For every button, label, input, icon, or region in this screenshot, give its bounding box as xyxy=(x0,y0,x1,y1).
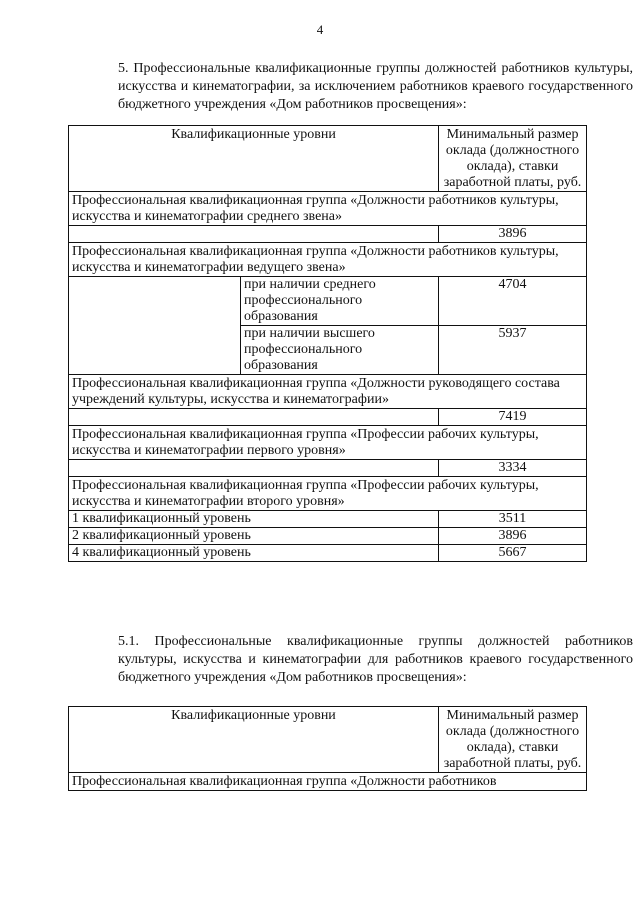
salary-value: 3896 xyxy=(439,528,587,545)
salary-value: 3896 xyxy=(439,226,587,243)
salary-value: 7419 xyxy=(439,409,587,426)
salary-table-2 xyxy=(68,706,587,791)
group-title-row xyxy=(69,773,587,791)
empty-cell xyxy=(69,409,439,426)
group-title-row xyxy=(69,243,587,277)
header-min-salary: Минимальный размер оклада (должностного оклада), ставки заработной платы, руб. xyxy=(439,126,587,192)
header-qualification-levels: Квалификационные уровни xyxy=(69,126,439,192)
page-number: 4 xyxy=(316,22,324,37)
group-title-row xyxy=(69,192,587,226)
group-title: Профессиональная квалификационная группа «Должности работников культуры, искусства и кинематографии ведущего звена» xyxy=(69,243,587,277)
section-5-1-heading: 5.1. Профессиональные квалификационные группы должностей работников культуры, искусства и кинематографии для работников краевого государственного бюджетного учреждения «Дом работников просвещения»: xyxy=(118,634,633,685)
empty-cell xyxy=(69,460,439,477)
level-row xyxy=(69,511,587,528)
group-title: Профессиональная квалификационная группа «Профессии рабочих культуры, искусства и кинематографии второго уровня» xyxy=(69,477,587,511)
condition-row xyxy=(69,277,587,326)
group-title: Профессиональная квалификационная группа «Должности работников культуры, искусства и кинематографии среднего звена» xyxy=(69,192,587,226)
group-value-row xyxy=(69,409,587,426)
group-title: Профессиональная квалификационная группа «Должности руководящего состава учреждений культуры, искусства и кинематографии» xyxy=(69,375,587,409)
level-label: 1 квалификационный уровень xyxy=(69,511,439,528)
table-header-row xyxy=(69,707,587,773)
condition-text: при наличии высшего профессионального образования xyxy=(241,326,439,375)
level-row xyxy=(69,528,587,545)
group-title-row xyxy=(69,477,587,511)
group-value-row xyxy=(69,226,587,243)
salary-value: 3511 xyxy=(439,511,587,528)
salary-value: 5667 xyxy=(439,545,587,562)
level-label: 4 квалификационный уровень xyxy=(69,545,439,562)
group-title-row xyxy=(69,375,587,409)
header-min-salary: Минимальный размер оклада (должностного оклада), ставки заработной платы, руб. xyxy=(439,707,587,773)
group-title: Профессиональная квалификационная группа «Должности работников xyxy=(69,773,587,791)
level-label: 2 квалификационный уровень xyxy=(69,528,439,545)
group-value-row xyxy=(69,460,587,477)
empty-cell xyxy=(69,226,439,243)
salary-value: 3334 xyxy=(439,460,587,477)
table-header-row xyxy=(69,126,587,192)
group-title-row xyxy=(69,426,587,460)
condition-text: при наличии среднего профессионального образования xyxy=(241,277,439,326)
salary-value: 5937 xyxy=(439,326,587,375)
salary-table-1 xyxy=(68,125,587,562)
empty-cell xyxy=(69,277,241,375)
header-qualification-levels: Квалификационные уровни xyxy=(69,707,439,773)
section-5-heading: 5. Профессиональные квалификационные группы должностей работников культуры, искусства и кинематографии, за исключением работников краевого государственного бюджетного учреждения «Дом работников просвещения»: xyxy=(118,61,633,112)
level-row xyxy=(69,545,587,562)
group-title: Профессиональная квалификационная группа «Профессии рабочих культуры, искусства и кинематографии первого уровня» xyxy=(69,426,587,460)
salary-value: 4704 xyxy=(439,277,587,326)
